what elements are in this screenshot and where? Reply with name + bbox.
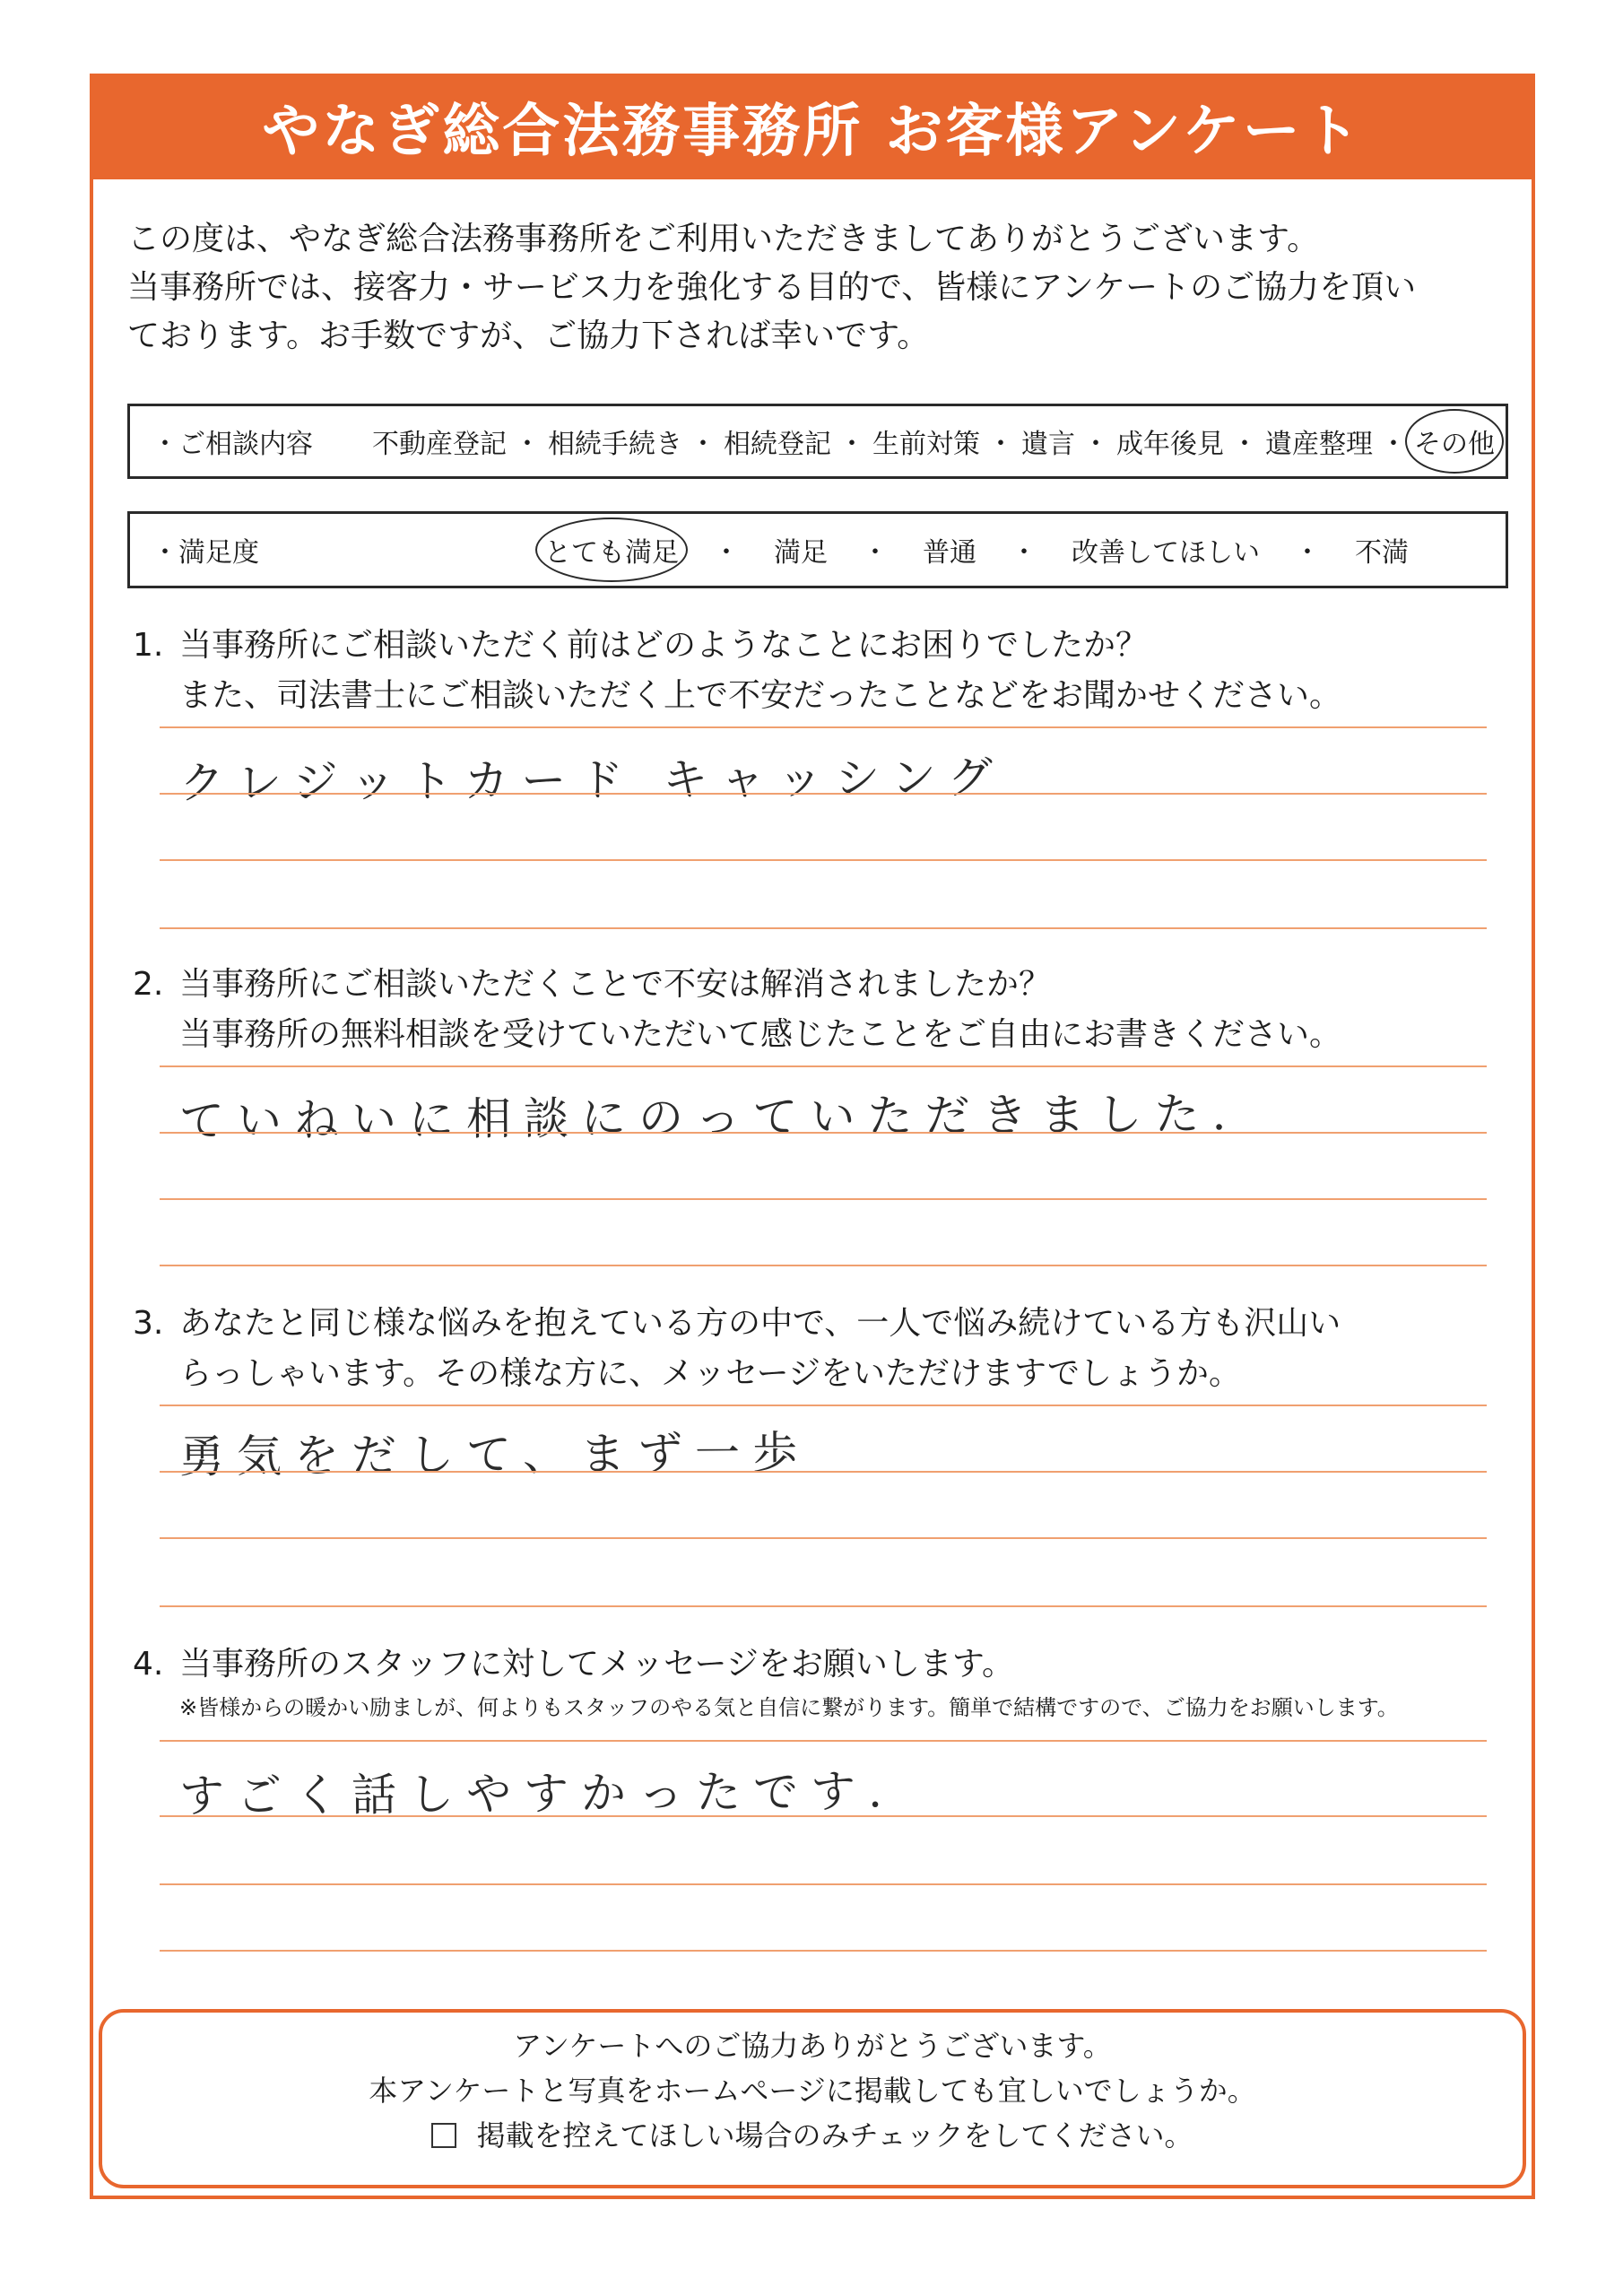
question-number: 4. xyxy=(133,1646,164,1683)
answer-1-handwriting: クレジットカード キャッシング xyxy=(178,751,1006,810)
answer-rule xyxy=(160,1537,1487,1539)
question-2 xyxy=(133,960,1532,1060)
question-text: 当事務所のスタッフに対してメッセージをお願いします。 xyxy=(179,1646,1014,1683)
footer-thanks: アンケートへのご協力ありがとうございます。 xyxy=(513,2029,1112,2063)
option-estate-planning[interactable]: 生前対策 xyxy=(872,429,980,460)
answer-rule xyxy=(160,1065,1487,1067)
question-number: 1. xyxy=(133,627,164,664)
opt-out-checkbox[interactable] xyxy=(431,2123,456,2148)
question-4 xyxy=(133,1639,1532,1726)
option-inheritance-procedure[interactable]: 相続手続き xyxy=(548,429,682,460)
option-satisfied[interactable]: 満足 xyxy=(774,537,828,569)
answer-2-handwriting: ていねいに相談にのっていただきました. xyxy=(178,1087,1239,1148)
answer-rule xyxy=(160,1740,1487,1742)
answer-rule xyxy=(160,1815,1487,1817)
option-normal[interactable]: 普通 xyxy=(923,537,976,569)
option-needs-improvement[interactable]: 改善してほしい xyxy=(1072,537,1260,569)
option-inheritance-registration[interactable]: 相続登記 xyxy=(724,429,831,460)
satisfaction-options: とても満足 ・ 満足 ・ 普通 ・ 改善してほしい ・ 不満 xyxy=(544,530,1409,570)
answer-rule xyxy=(160,1405,1487,1406)
footer-box xyxy=(99,2009,1526,2188)
question-text: また、司法書士にご相談いただく上で不安だったことなどをお聞かせください。 xyxy=(179,677,1342,714)
option-real-estate[interactable]: 不動産登記 xyxy=(372,429,507,460)
answer-3-handwriting: 勇気をだして、まず一歩 xyxy=(178,1426,811,1483)
intro-line: この度は、やなぎ総合法務事務所をご利用いただきましてありがとうございます。 xyxy=(127,221,1320,257)
survey-title: やなぎ総合法務事務所 お客様アンケート xyxy=(262,99,1363,165)
question-number: 3. xyxy=(133,1305,164,1342)
satisfaction-label: ・満足度 xyxy=(152,537,259,569)
answer-rule xyxy=(160,726,1487,728)
question-text: 当事務所にご相談いただく前はどのようなことにお困りでしたか？ xyxy=(179,627,1149,664)
question-text: 当事務所の無料相談を受けていただいて感じたことをご自由にお書きください。 xyxy=(179,1016,1342,1053)
option-other-selected[interactable]: その他 xyxy=(1414,422,1495,461)
question-text: 当事務所にご相談いただくことで不安は解消されましたか？ xyxy=(179,966,1052,1003)
answer-rule xyxy=(160,793,1487,795)
question-number: 2. xyxy=(133,966,164,1003)
option-dissatisfied[interactable]: 不満 xyxy=(1355,537,1409,569)
title-bar xyxy=(90,74,1535,179)
question-text: あなたと同じ様な悩みを抱えている方の中で、一人で悩み続けている方も沢山い xyxy=(179,1305,1341,1342)
intro-line: 当事務所では、接客力・サービス力を強化する目的で、皆様にアンケートのご協力を頂い xyxy=(127,269,1417,306)
option-will[interactable]: 遺言 xyxy=(1021,429,1075,460)
satisfaction-box xyxy=(127,511,1508,588)
consultation-box xyxy=(127,404,1508,479)
answer-rule xyxy=(160,1605,1487,1607)
answer-rule xyxy=(160,927,1487,929)
option-very-satisfied-selected[interactable]: とても満足 xyxy=(544,530,679,570)
answer-rule xyxy=(160,1198,1487,1200)
footer-consent-question: 本アンケートと写真をホームページに掲載しても宜しいでしょうか。 xyxy=(369,2074,1256,2108)
answer-rule xyxy=(160,1883,1487,1885)
checkbox-label: 掲載を控えてほしい場合のみチェックをしてください。 xyxy=(476,2118,1193,2152)
consultation-label: ・ご相談内容 xyxy=(152,429,313,460)
answer-rule xyxy=(160,1132,1487,1134)
question-note: ※皆様からの暖かい励ましが、何よりもスタッフのやる気と自信に繋がります。簡単で結構ですので、ご協力をお願いします。 xyxy=(179,1695,1399,1720)
option-estate-settlement[interactable]: 遺産整理 xyxy=(1265,429,1373,460)
answer-rule xyxy=(160,859,1487,861)
answer-rule xyxy=(160,1265,1487,1266)
question-3 xyxy=(133,1299,1532,1399)
question-1 xyxy=(133,621,1532,721)
intro-line: ております。お手数ですが、ご協力下されば幸いです。 xyxy=(127,317,930,354)
answer-4-handwriting: すごく話しやすかったです. xyxy=(178,1765,896,1822)
option-guardianship[interactable]: 成年後見 xyxy=(1116,429,1224,460)
consultation-options: 不動産登記 ・ 相続手続き ・ 相続登記 ・ 生前対策 ・ 遺言 ・ 成年後見 ・ 遺産整理 ・ その他 xyxy=(372,422,1495,461)
intro-text xyxy=(127,215,1508,361)
question-text: らっしゃいます。その様な方に、メッセージをいただけますでしょうか。 xyxy=(179,1355,1242,1392)
answer-rule xyxy=(160,1950,1487,1952)
answer-rule xyxy=(160,1471,1487,1473)
